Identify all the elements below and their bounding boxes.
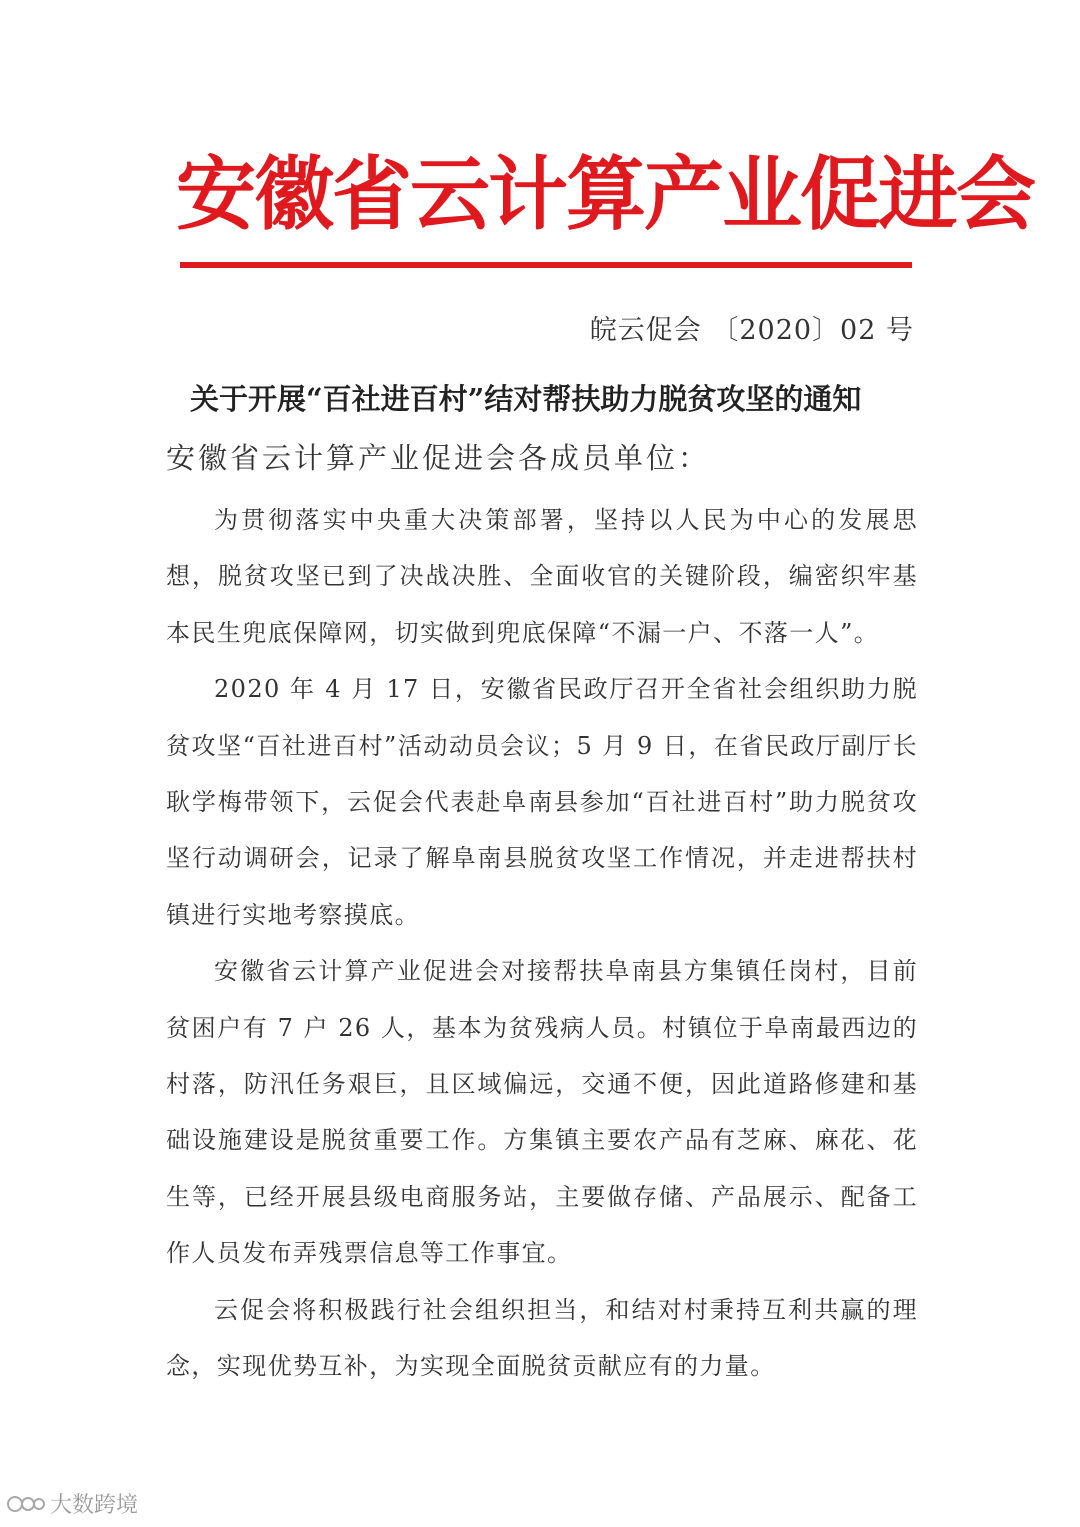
- paragraph: 云促会将积极践行社会组织担当，和结对村秉持互利共赢的理念，实现优势互补，为实现全面脱贫贡献应有的力量。: [166, 1295, 918, 1381]
- red-divider-line: [180, 262, 912, 268]
- paragraph: 安徽省云计算产业促进会对接帮扶阜南县方集镇任岗村，目前贫困户有 7 户 26 人，基本为贫残病人员。村镇位于阜南最西边的村落，防汛任务艰巨，且区域偏远，交通不便，因此道路修建和基础设施建设是脱贫重要工作。方集镇主要农产品有芝麻、麻花、花生等，已经开展县级电商服务站，主要做存储、产品展示、配备工作人员发布弄残票信息等工作事宜。: [166, 957, 918, 1268]
- paragraph: 2020 年 4 月 17 日，安徽省民政厅召开全省社会组织助力脱贫攻坚“百社进百村”活动动员会议；5 月 9 日，在省民政厅副厅长耿学梅带领下，云促会代表赴阜南县参加“百社进百村”助力脱贫攻坚行动调研会，记录了解阜南县脱贫攻坚工作情况，并走进帮扶村镇进行实地考察摸底。: [166, 675, 918, 929]
- watermark: [6, 1488, 138, 1519]
- watermark-text: 大数跨境: [50, 1493, 139, 1518]
- watermark-logo-icon: [6, 1492, 46, 1516]
- notice-title: 关于开展“百社进百村”结对帮扶助力脱贫攻坚的通知: [190, 382, 862, 416]
- salutation: 安徽省云计算产业促进会各成员单位：: [166, 441, 711, 475]
- notice-body: [166, 492, 918, 1395]
- document-number: 皖云促会 〔2020〕02 号: [589, 315, 914, 346]
- paragraph: 为贯彻落实中央重大决策部署，坚持以人民为中心的发展思想，脱贫攻坚已到了决战决胜、全面收官的关键阶段，编密织牢基本民生兜底保障网，切实做到兜底保障“不漏一户、不落一人”。: [166, 506, 918, 647]
- org-masthead: 安徽省云计算产业促进会: [176, 148, 1034, 241]
